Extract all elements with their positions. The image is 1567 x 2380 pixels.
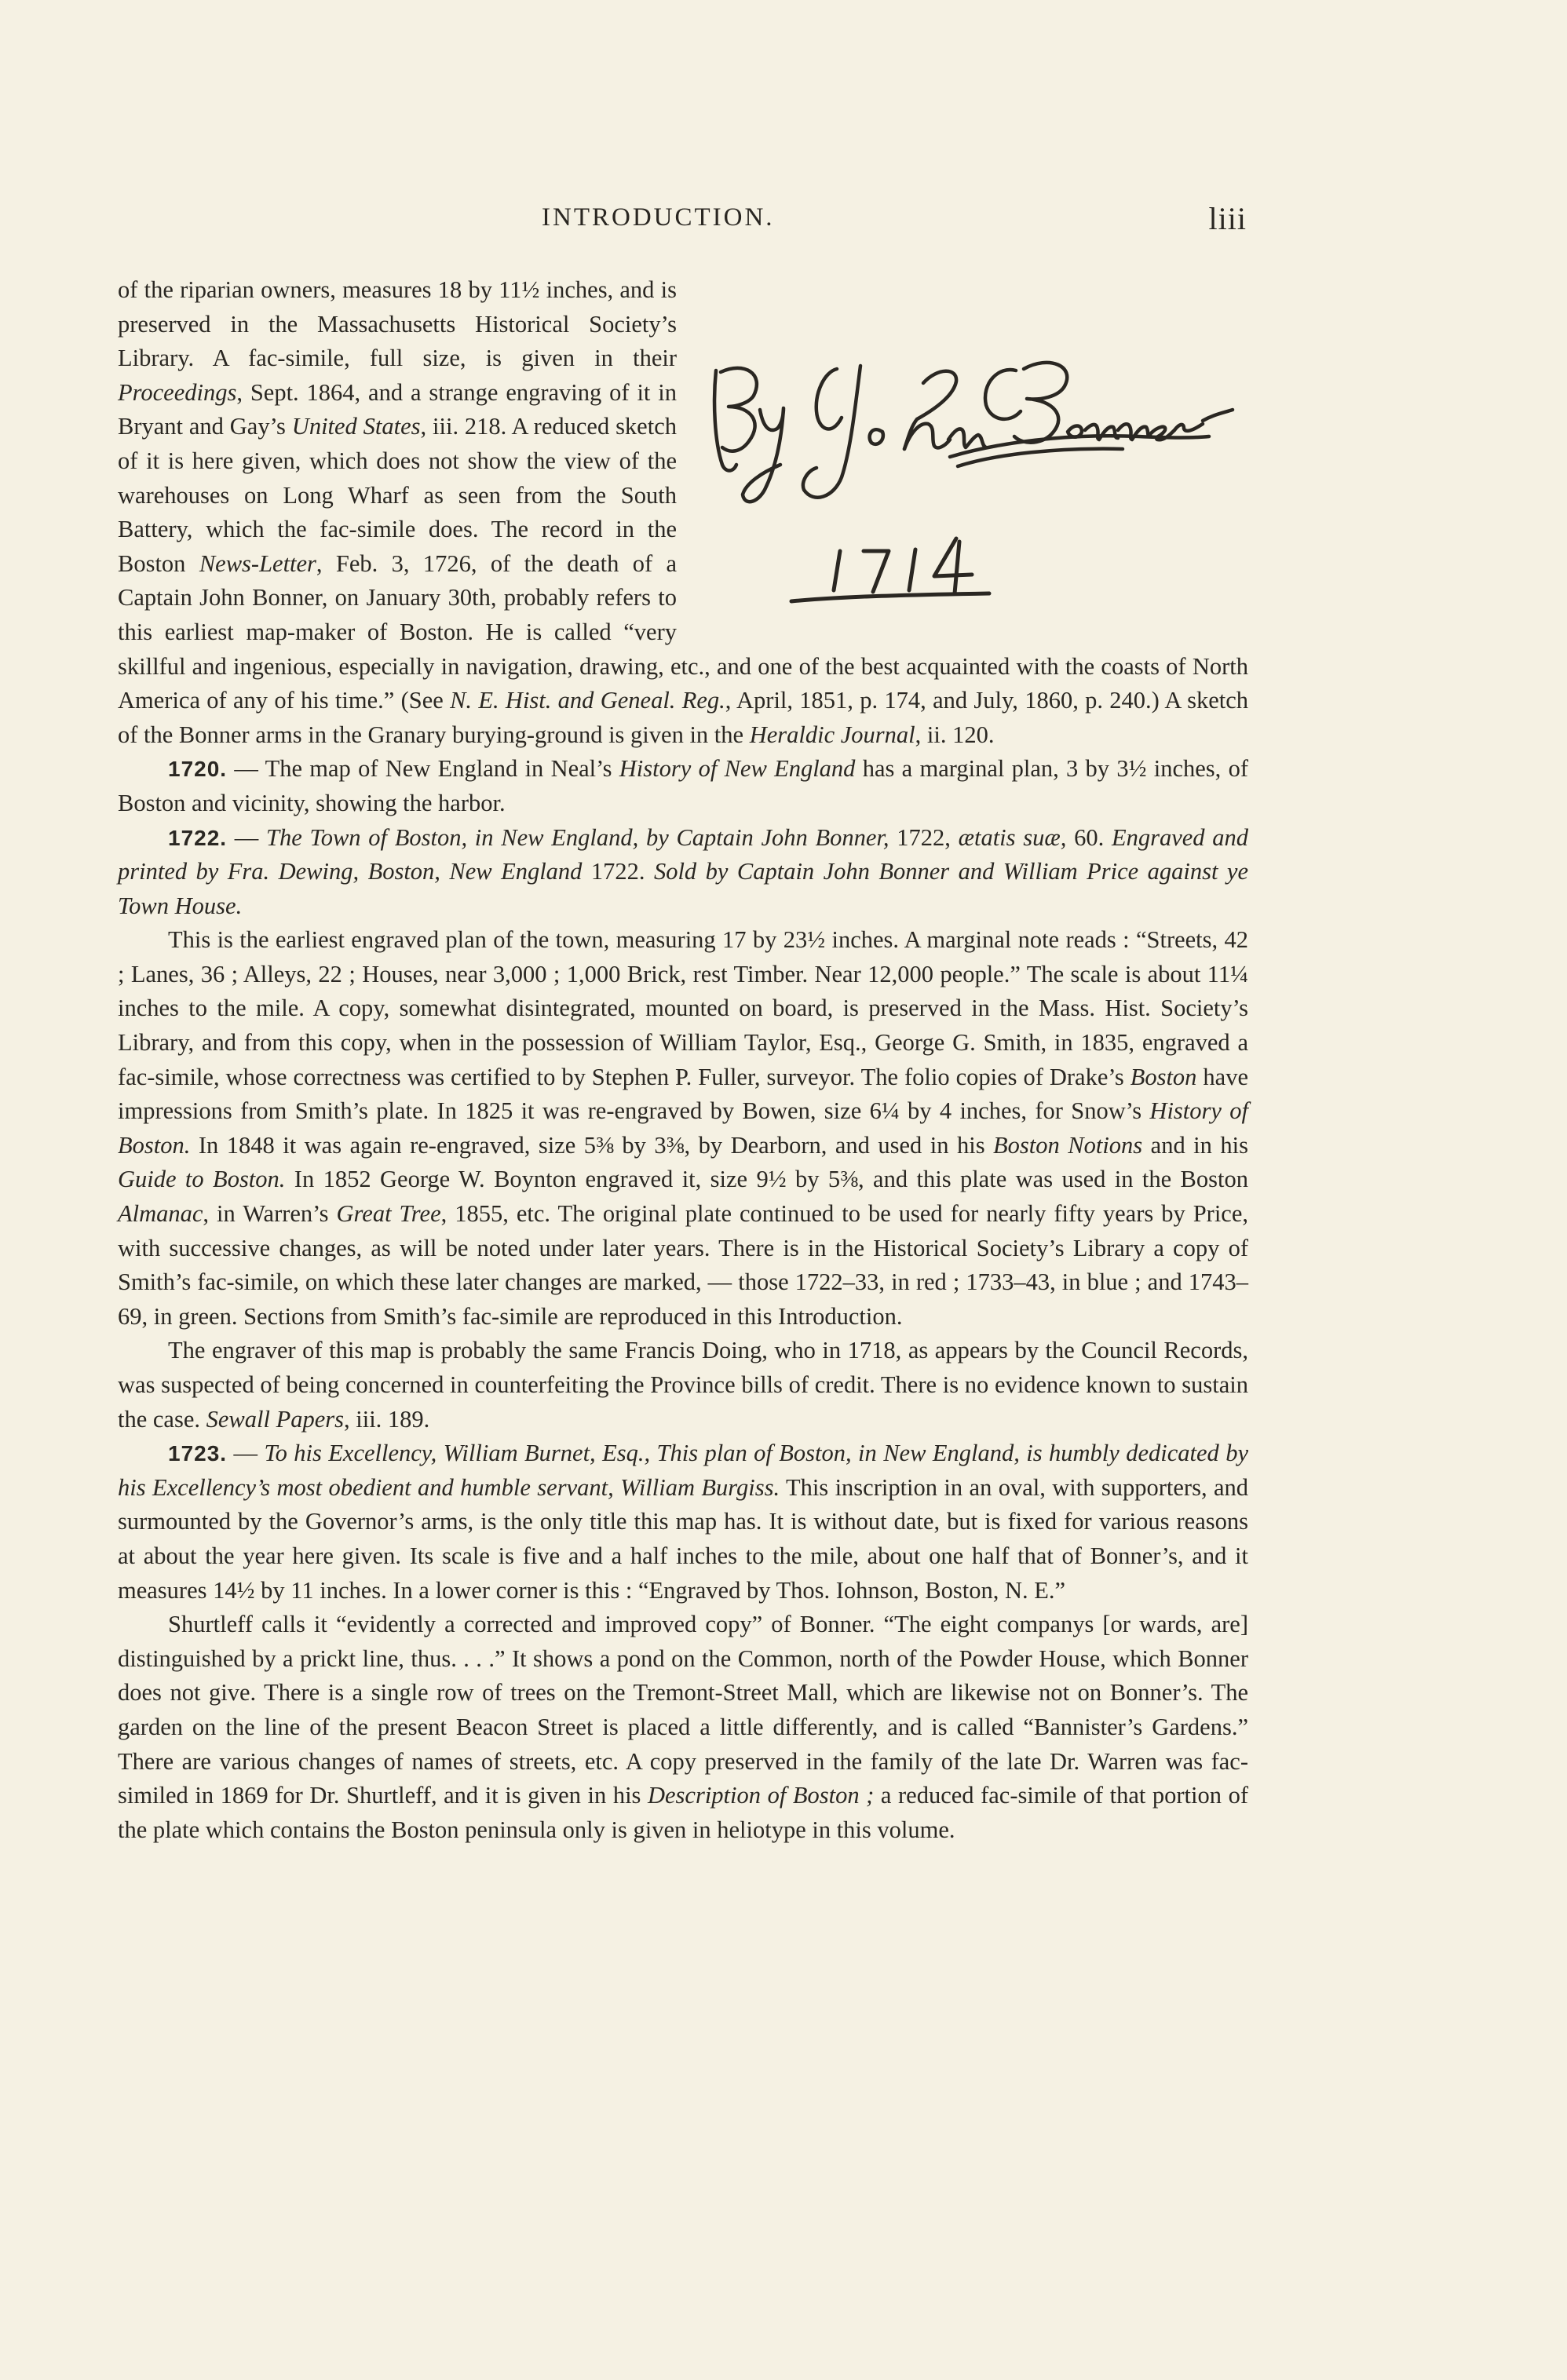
paragraph-earliest-plan [118, 923, 1248, 1334]
text-span: The engraver of this map is probably the same Francis Doing, who in 1718, as appears by the Council Records, was suspected of being concerned in counterfeiting the Province bills of credit. There is no evidence known to sustain the case. [118, 1337, 1248, 1433]
text-span: , Feb. 3, 1726, of the death of a Captain John Bonner, on January 30th, probably refers to this earliest map-maker of Boston. He is called “very skillful and ingenious, especially in navigation, drawing, etc., and one of the best acquainted with the coasts of North America of any of his time.” (See [118, 549, 1248, 714]
italic-title: Sold by Captain John Bonner and William Price against ye Town House. [118, 858, 1248, 919]
italic-title: Engraved and printed by Fra. Dewing, Boston, New England [118, 823, 1249, 885]
paragraph-1723 [118, 1436, 1248, 1608]
text-span: , Sept. 1864, and a strange engraving of it in Bryant and Gay’s [118, 378, 677, 440]
italic-title: The Town of Boston, in New England, by Captain John Bonner, [266, 823, 889, 851]
italic-title: History of Boston. [118, 1097, 1248, 1159]
paragraph-shurtleff [118, 1608, 1248, 1847]
text-span: 1722, [889, 823, 959, 851]
text-span: , iii. 189. [344, 1405, 430, 1433]
text-span: In 1852 George W. Boynton engraved it, size 9½ by 5⅜, and this plate was used in the Boston [285, 1166, 1248, 1193]
italic-title: Sewall Papers [206, 1405, 344, 1433]
text-span: and in his [1142, 1131, 1248, 1159]
italic-title: Heraldic Journal [749, 721, 915, 748]
text-span: — [227, 823, 267, 851]
italic-title: Proceedings [118, 378, 237, 406]
italic-title: ætatis suæ, [958, 823, 1067, 851]
italic-title: N. E. Hist. and Geneal. Reg. [450, 687, 725, 714]
italic-title: Almanac [118, 1200, 203, 1228]
page-number: liii [1208, 201, 1247, 236]
signature-facsimile [699, 355, 1248, 628]
text-span: 60. [1066, 823, 1112, 851]
text-span: This inscription in an oval, with supporters, and surmounted by the Governor’s arms, is the only title this map has. It is without date, but is fixed for various reasons at about the year here given. Its scale is five and a half inches to the mile, about one half that of Bonner’s, and it measures 14½ by 11 inches. In a lower corner is this : “Engraved by Thos. Iohnson, Boston, N. E.” [118, 1473, 1249, 1604]
italic-title: History of New England [619, 755, 856, 783]
signature-year-graphic [699, 527, 1248, 628]
text-span: , iii. 218. A reduced sketch of it is here given, which does not show the view of the warehouses on Long Wharf as seen from the South Battery, which the fac-simile does. The record in the Boston [118, 413, 677, 577]
text-span: — [227, 1440, 265, 1467]
year-heading: 1722. [168, 825, 228, 850]
text-span: Shurtleff calls it “evidently a corrected and improved copy” of Bonner. “The eight companys [or wards, are] distinguished by a prickt line, thus. . . .” It shows a pond on the Common, north of the Powder House, which Bonner does not give. There is a single row of trees on the Tremont-Street Mall, which are likewise not on Bonner’s. The garden on the line of the present Beacon Street is placed a little differently, and is called “Bannister’s Gardens.” There are various changes of names of streets, etc. A copy preserved in the family of the late Dr. Warren was fac-similed in 1869 for Dr. Shurtleff, and it is given in his [118, 1611, 1248, 1809]
text-span: This is the earliest engraved plan of the town, measuring 17 by 23½ inches. A marginal note reads : “Streets, 42 ; Lanes, 36 ; Alleys, 22 ; Houses, near 3,000 ; 1,000 Brick, rest Timber. Near 12,000 people.” The scale is about 11¼ inches to the mile. A copy, somewhat disintegrated, mounted on board, is preserved in the Mass. Hist. Society’s Library, and from this copy, when in the possession of William Taylor, Esq., George G. Smith, in 1835, engraved a fac-simile, whose correctness was certified to by Stephen P. Fuller, surveyor. The folio copies of Drake’s [118, 926, 1248, 1090]
italic-title: Great Tree [336, 1200, 441, 1228]
year-heading: 1720. [168, 757, 228, 782]
italic-title: To his Excellency, William Burnet, Esq., This plan of Boston, in New England, is humbly dedicated by his Excellency’s most obedient and humble servant, William Burgiss. [118, 1440, 1249, 1501]
italic-title: Description of Boston ; [647, 1782, 875, 1809]
text-span: a reduced fac-simile of that portion of the plate which contains the Boston peninsula only is given in heliotype in this volume. [118, 1782, 1248, 1843]
text-span: have impressions from Smith’s plate. In 1825 it was re-engraved by Bowen, size 6¼ by 4 inches, for Snow’s [118, 1063, 1248, 1125]
text-span: — The map of New England in Neal’s [227, 755, 619, 783]
text-span: , in Warren’s [203, 1200, 337, 1228]
text-span: , April, 1851, p. 174, and July, 1860, p. 240.) A sketch of the Bonner arms in the Granary burying-ground is given in the [118, 687, 1248, 748]
paragraph-engraver [118, 1334, 1248, 1436]
running-head [118, 200, 1248, 239]
text-span: has a marginal plan, 3 by 3½ inches, of Boston and vicinity, showing the harbor. [118, 755, 1248, 816]
text-span: 1722. [582, 858, 654, 885]
italic-title: Boston Notions [993, 1131, 1143, 1159]
italic-title: Guide to Boston. [118, 1166, 286, 1193]
text-span: , ii. 120. [915, 721, 995, 748]
body-text [118, 273, 1248, 1847]
signature-graphic [699, 355, 1248, 527]
header-title: INTRODUCTION. [542, 203, 775, 232]
text-span: , 1855, etc. The original plate continued to be used for nearly fifty years by Price, with successive changes, as will be noted under later years. There is in the Historical Society’s Library a copy of Smith’s fac-simile, on which these later changes are marked, — those 1722–33, in red ; 1733–43, in blue ; and 1743–69, in green. Sections from Smith’s fac-simile are reproduced in this Introduction. [118, 1200, 1248, 1330]
italic-title: United States [291, 413, 421, 440]
italic-title: News-Letter [199, 549, 316, 577]
paragraph-1720 [118, 752, 1248, 820]
year-heading: 1723. [168, 1441, 228, 1466]
text-span: of the riparian owners, measures 18 by 11½ inches, and is preserved in the Massachusetts Historical Society’s Library. A fac-simile, full size, is given in their [118, 276, 677, 372]
paragraph-1722 [118, 821, 1248, 924]
italic-title: Boston [1130, 1063, 1197, 1090]
text-span: In 1848 it was again re-engraved, size 5⅜ by 3⅜, by Dearborn, and used in his [190, 1131, 994, 1159]
